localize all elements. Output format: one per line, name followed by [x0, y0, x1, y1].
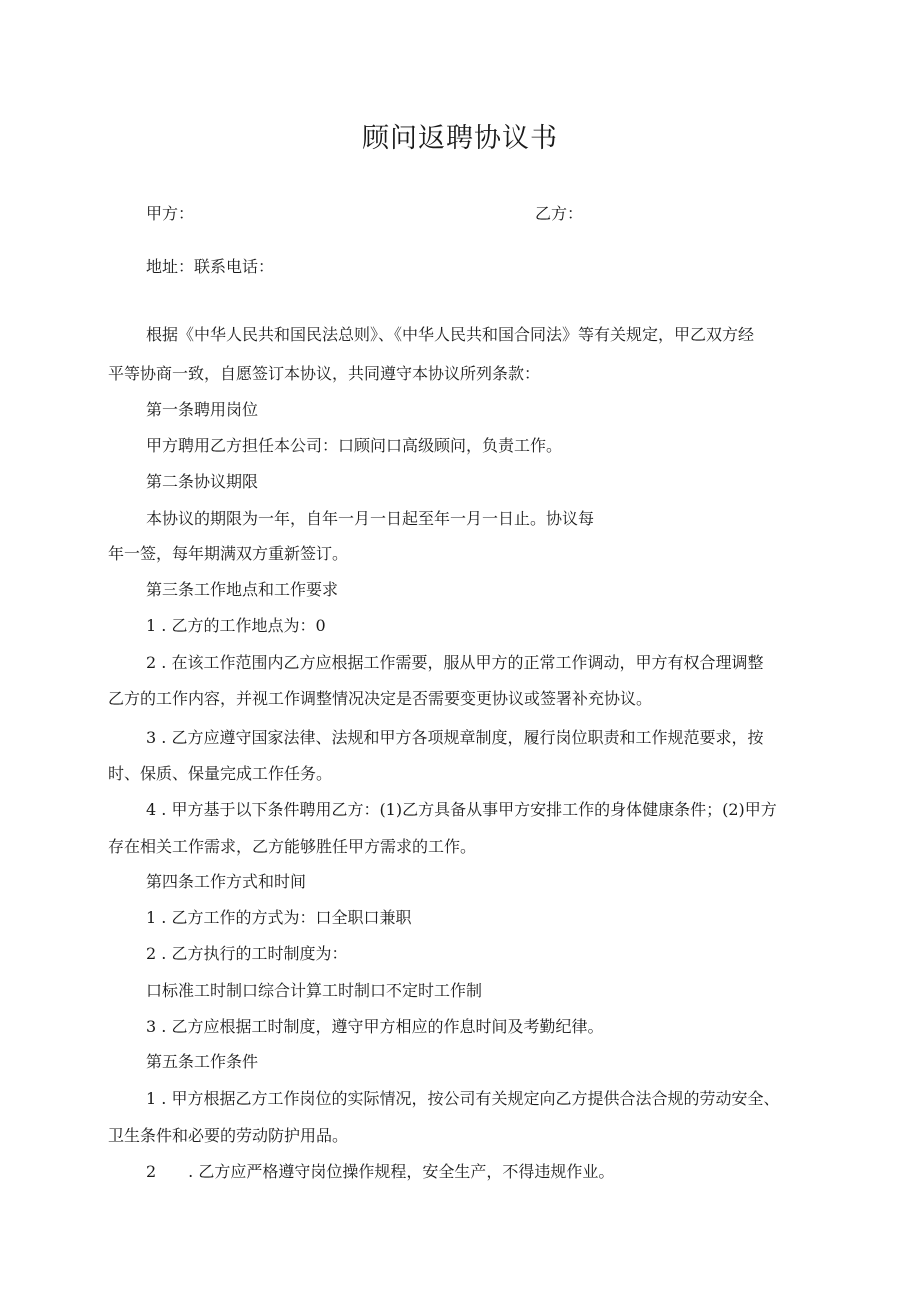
article-5-item-1-line1: 1 . 甲方根据乙方工作岗位的实际情况，按公司有关规定向乙方提供合法合规的劳动安全、 [146, 1089, 780, 1108]
article-5-item-1-line2: 卫生条件和必要的劳动防护用品。 [108, 1126, 349, 1145]
article-2-heading: 第二条协议期限 [146, 472, 259, 491]
article-3-item-1: 1 . 乙方的工作地点为：0 [146, 616, 326, 635]
article-3-item-2-line1: 2 . 在该工作范围内乙方应根据工作需要，服从甲方的正常工作调动，甲方有权合理调整 [146, 653, 764, 672]
article-3-heading: 第三条工作地点和工作要求 [146, 580, 339, 599]
article-5-heading: 第五条工作条件 [146, 1052, 259, 1071]
intro-paragraph-line2: 平等协商一致，自愿签订本协议，共同遵守本协议所列条款： [108, 364, 541, 383]
article-3-item-4-line1: 4 . 甲方基于以下条件聘用乙方：(1)乙方具备从事甲方安排工作的身体健康条件；(2)甲方 [146, 800, 777, 819]
intro-paragraph-line1: 根据《中华人民共和国民法总则》、《中华人民共和国合同法》等有关规定，甲乙双方经 [146, 325, 755, 344]
article-4-item-1: 1 . 乙方工作的方式为：口全职口兼职 [146, 908, 412, 927]
document-title: 顾问返聘协议书 [362, 123, 558, 154]
article-5-item-2: 2 . 乙方应严格遵守岗位操作规程，安全生产，不得违规作业。 [146, 1162, 615, 1181]
article-4-heading: 第四条工作方式和时间 [146, 872, 307, 891]
article-4-item-3: 3 . 乙方应根据工时制度，遵守甲方相应的作息时间及考勤纪律。 [146, 1017, 604, 1036]
article-2-line1: 本协议的期限为一年，自年一月一日起至年一月一日止。协议每 [146, 509, 595, 528]
article-3-item-3-line2: 时、保质、保量完成工作任务。 [108, 764, 333, 783]
article-3-item-4-line2: 存在相关工作需求，乙方能够胜任甲方需求的工作。 [108, 837, 477, 856]
article-4-options: 口标准工时制口综合计算工时制口不定时工作制 [146, 981, 483, 1000]
article-2-line2: 年一签，每年期满双方重新签订。 [108, 544, 349, 563]
article-3-item-3-line1: 3 . 乙方应遵守国家法律、法规和甲方各项规章制度，履行岗位职责和工作规范要求，按 [146, 728, 764, 747]
article-4-item-2: 2 . 乙方执行的工时制度为： [146, 944, 348, 963]
party-a-label: 甲方： [146, 204, 195, 223]
party-b-label: 乙方： [535, 204, 584, 223]
article-3-item-2-line2: 乙方的工作内容，并视工作调整情况决定是否需要变更协议或签署补充协议。 [108, 689, 653, 708]
address-contact-line: 地址：联系电话： [146, 257, 275, 276]
article-1-text: 甲方聘用乙方担任本公司：口顾问口高级顾问，负责工作。 [146, 436, 563, 455]
article-1-heading: 第一条聘用岗位 [146, 400, 259, 419]
